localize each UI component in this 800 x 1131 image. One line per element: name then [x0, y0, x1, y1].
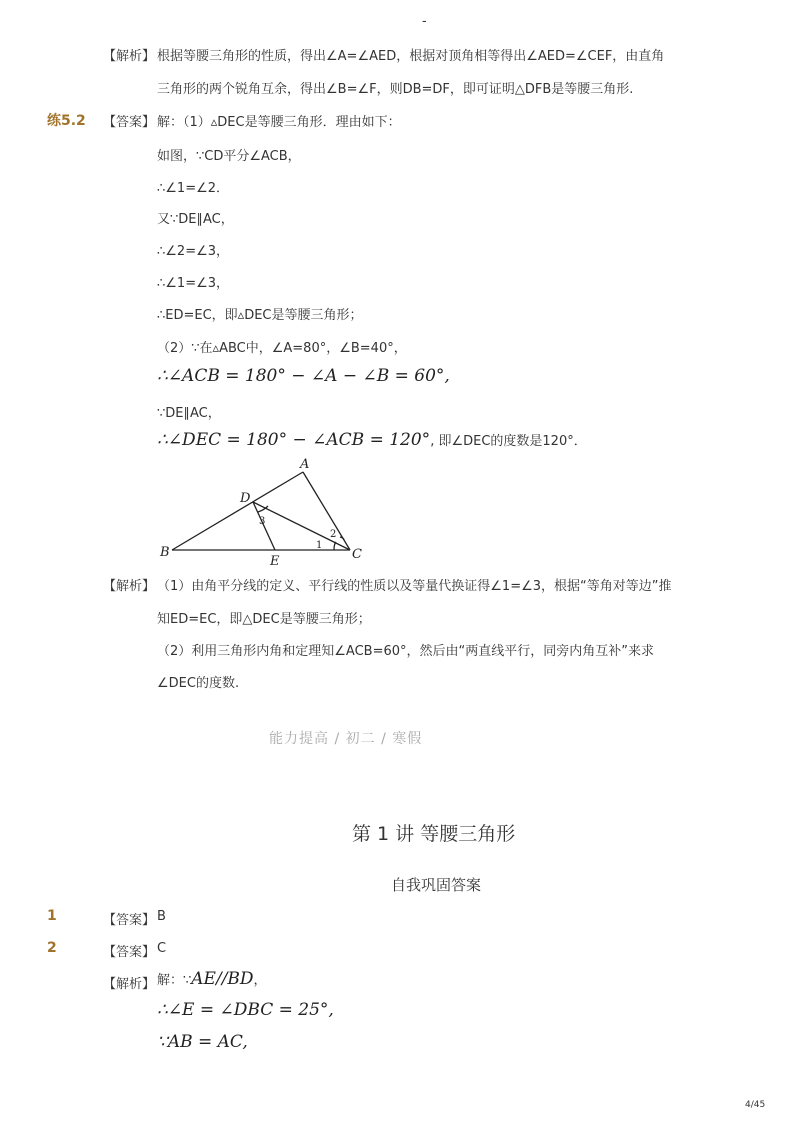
answer-number-1: 1 [47, 908, 57, 924]
section-subtitle: 自我巩固答案 [391, 876, 482, 894]
label-b: B [160, 545, 170, 560]
label-c: C [352, 547, 362, 562]
q2-math-c: ∵AB = AC, [157, 1032, 248, 1052]
analysis2-text-1: （1）由角平分线的定义、平行线的性质以及等量代换证得∠1=∠3，根据“等角对等边”推 [157, 579, 672, 594]
q2-prefix: 解：∵ [157, 973, 192, 988]
analysis-text-2: 三角形的两个锐角互余，得出∠B=∠F，则DB=DF，即可证明△DFB是等腰三角形. [157, 82, 634, 97]
analysis-tag-3: 【解析】 [103, 977, 156, 992]
exercise-line-3: ∴∠1=∠2． [157, 181, 230, 196]
exercise-number: 练5.2 [47, 113, 86, 129]
math-equation-1: ∴∠ACB = 180° − ∠A − ∠B = 60°, [157, 366, 450, 386]
exercise-line-2: 如图，∵CD平分∠ACB， [157, 149, 301, 164]
exercise-line-5: ∴∠2=∠3， [157, 244, 230, 259]
triangle-figure [150, 452, 380, 572]
label-a: A [300, 457, 310, 472]
analysis-text-1: 根据等腰三角形的性质，得出∠A=∠AED，根据对顶角相等得出∠AED=∠CEF，由直角 [157, 49, 665, 64]
analysis-tag: 【解析】 [103, 49, 156, 64]
q2-analysis-line-1 [157, 969, 267, 989]
section-title: 第 1 讲 等腰三角形 [352, 823, 516, 845]
analysis-tag-2: 【解析】 [103, 579, 156, 594]
label-angle-2: 2 [330, 529, 337, 540]
q2-math-b: ∴∠E = ∠DBC = 25°, [157, 1000, 334, 1020]
exercise-line-9: ∵DE∥AC， [157, 406, 221, 421]
label-angle-3: 3 [259, 516, 266, 527]
exercise-line-1: 解：（1）▵DEC是等腰三角形．理由如下： [157, 115, 401, 130]
q2-math-a: AE//BD [191, 969, 254, 989]
math-equation-2-expr: ∴∠DEC = 180° − ∠ACB = 120° [157, 430, 431, 450]
exercise-line-8: （2）∵在▵ABC中，∠A=80°，∠B=40°， [157, 341, 407, 356]
analysis2-text-2: 知ED=EC，即△DEC是等腰三角形； [157, 612, 371, 627]
exercise-line-7: ∴ED=EC，即▵DEC是等腰三角形； [157, 308, 363, 323]
answer-tag-1: 【答案】 [103, 913, 156, 928]
answer-tag-2: 【答案】 [103, 945, 156, 960]
top-mark: - [422, 14, 427, 29]
page-number: 4/45 [745, 1100, 766, 1110]
exercise-line-4: 又∵DE∥AC， [157, 212, 234, 227]
answer-tag: 【答案】 [103, 115, 156, 130]
angle-2-arc [340, 537, 344, 540]
exercise-line-6: ∴∠1=∠3， [157, 276, 230, 291]
page-footer: 能力提高 / 初二 / 寒假 [269, 731, 423, 747]
answer-number-2: 2 [47, 940, 57, 956]
label-d: D [240, 491, 251, 506]
math-equation-2 [157, 430, 587, 450]
label-angle-1: 1 [316, 540, 323, 551]
q2-tail-a: ， [253, 973, 267, 988]
answer-value-1: B [157, 909, 166, 924]
angle-1-arc [334, 542, 336, 550]
answer-value-2: C [157, 941, 167, 956]
analysis2-text-4: ∠DEC的度数. [157, 676, 240, 691]
segment-ab [172, 472, 303, 550]
label-e: E [270, 554, 280, 569]
analysis2-text-3: （2）利用三角形内角和定理知∠ACB=60°，然后由“两直线平行，同旁内角互补”来求 [157, 644, 654, 659]
math-equation-2-tail: , 即∠DEC的度数是120°． [430, 434, 587, 449]
